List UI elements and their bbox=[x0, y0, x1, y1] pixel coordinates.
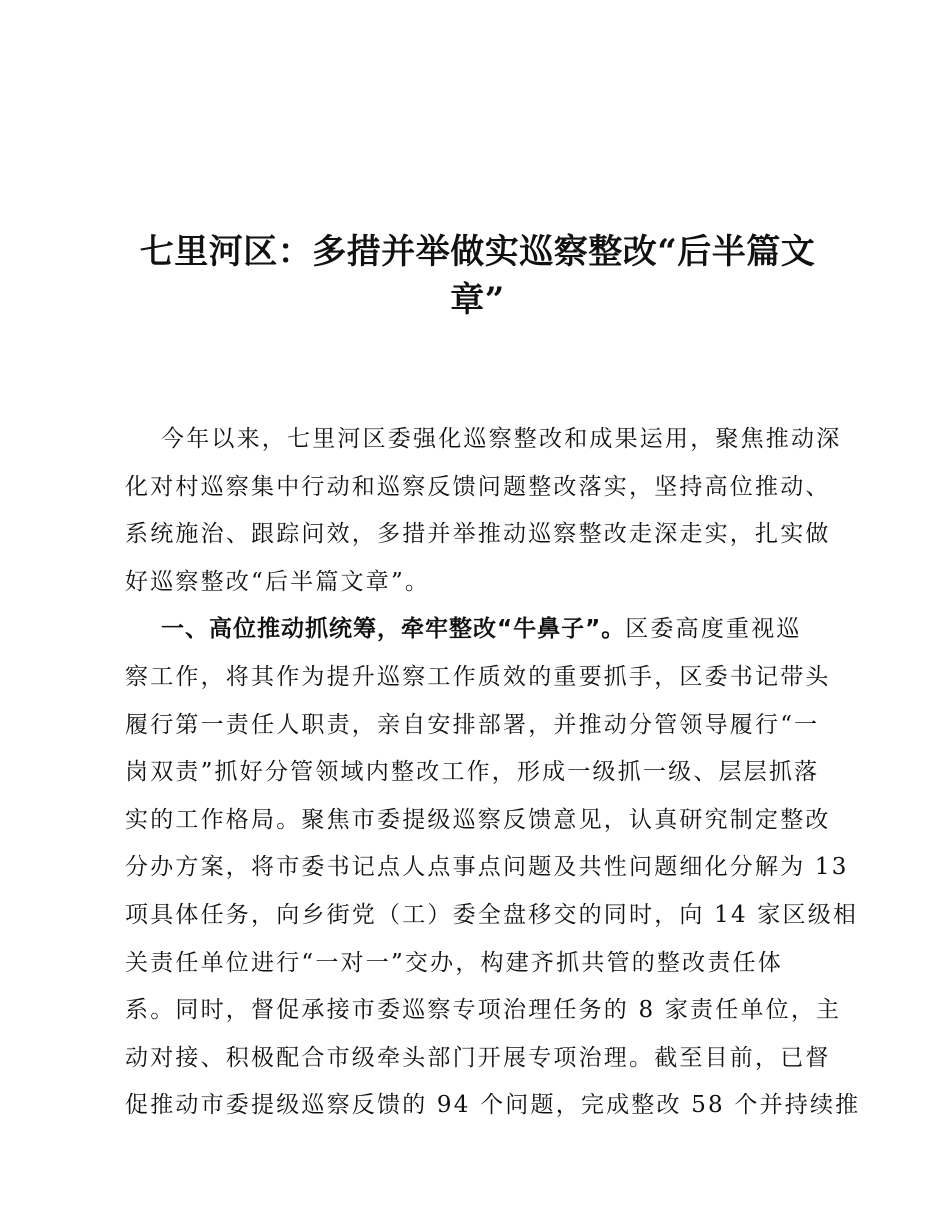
section1-line-6: 分办方案，将市委书记点人点事点问题及共性问题细化分解为 13 bbox=[125, 854, 849, 881]
section1-line-3: 履行第一责任人职责，亲自安排部署，并推动分管领导履行“一 bbox=[125, 711, 820, 738]
document-body bbox=[125, 416, 861, 1130]
section1-first-line bbox=[125, 606, 835, 654]
intro-line-4: 好巡察整改“后半篇文章”。 bbox=[125, 568, 431, 595]
intro-line-3: 系统施治、跟踪问效，多措并举推动巡察整改走深走实，扎实做 bbox=[125, 521, 831, 548]
title-line-1: 七里河区：多措并举做实巡察整改“后半篇文 bbox=[139, 232, 816, 272]
section1-line-2: 察工作，将其作为提升巡察工作质效的重要抓手，区委书记带头 bbox=[125, 663, 831, 690]
section1-line-8: 关责任单位进行“一对一”交办，构建齐抓共管的整改责任体 bbox=[125, 949, 783, 976]
section1-line-5: 实的工作格局。聚焦市委提级巡察反馈意见，认真研究制定整改 bbox=[125, 806, 831, 833]
document-title bbox=[125, 228, 830, 324]
section1-heading: 一、高位推动抓统筹，牵牢整改“牛鼻子”。 bbox=[161, 616, 626, 643]
title-line-2: 章” bbox=[450, 280, 505, 320]
section1-line-4: 岗双责”抓好分管领域内整改工作，形成一级抓一级、层层抓落 bbox=[125, 759, 820, 786]
section1-line-11: 促推动市委提级巡察反馈的 94 个问题，完成整改 58 个并持续推 bbox=[125, 1092, 861, 1119]
section1-line-7: 项具体任务，向乡街党（工）委全盘移交的同时，向 14 家区级相 bbox=[125, 901, 859, 928]
section1-line-9: 系。同时，督促承接市委巡察专项治理任务的 8 家责任单位，主 bbox=[125, 997, 842, 1024]
section1-first-line-rest: 区委高度重视巡 bbox=[625, 616, 802, 643]
section1-line-10: 动对接、积极配合市级牵头部门开展专项治理。截至目前，已督 bbox=[125, 1044, 831, 1071]
intro-line-2: 化对村巡察集中行动和巡察反馈问题整改落实，坚持高位推动、 bbox=[125, 473, 831, 500]
intro-line-1: 今年以来，七里河区委强化巡察整改和成果运用，聚焦推动深 bbox=[161, 426, 842, 452]
